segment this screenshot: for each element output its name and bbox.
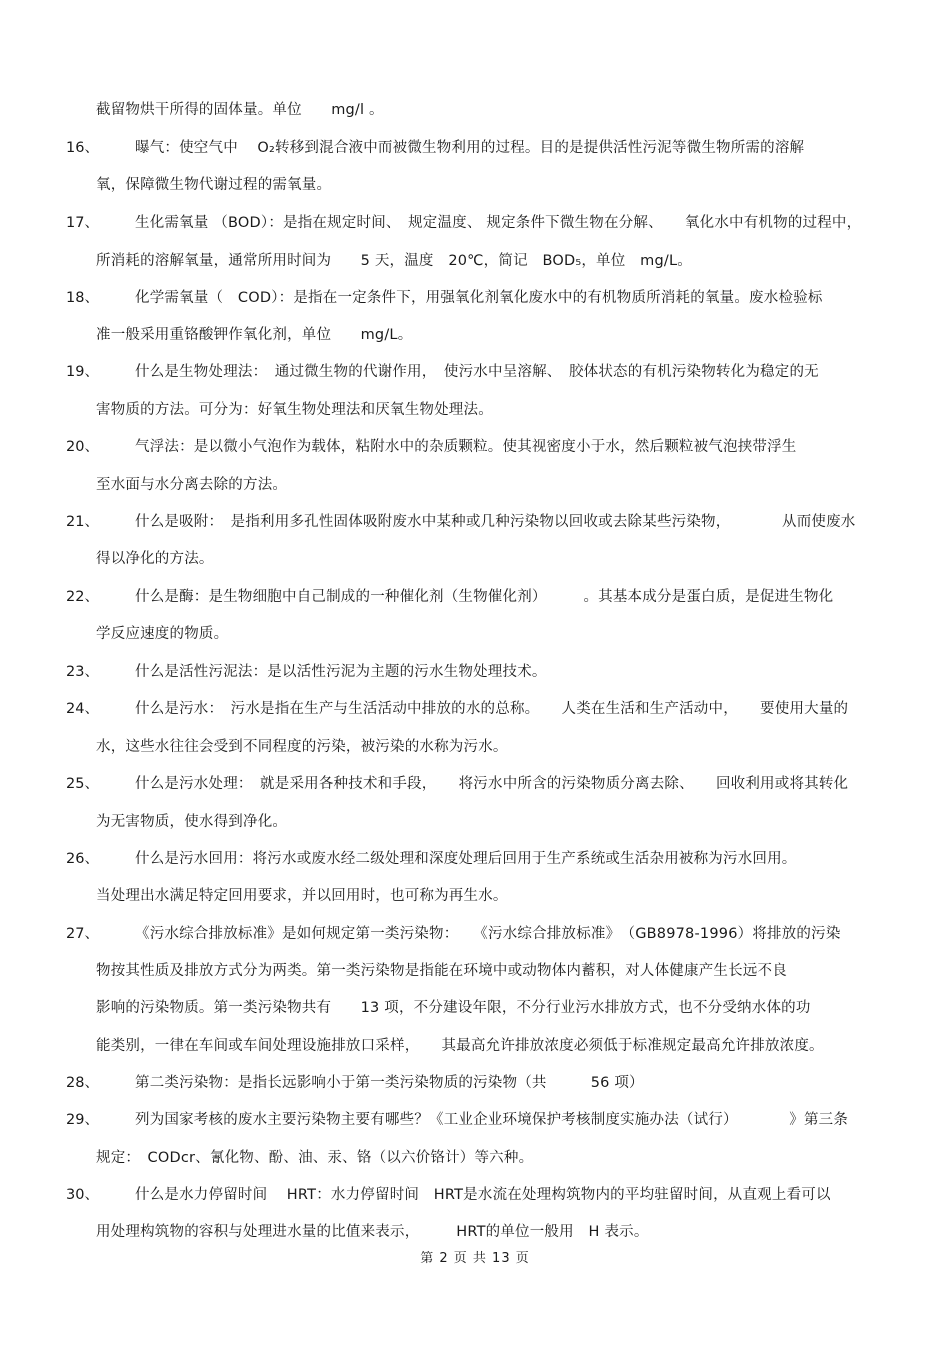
item-26-line2: 当处理出水满足特定回用要求，并以回用时，也可称为再生水。 [96,888,508,904]
item-24-line1: 什么是污水： 污水是指在生产与生活活动中排放的水的总称。 人类在生活和生产活动中， 要使用大量的 [135,701,849,717]
item-19-number: 19、 [66,364,99,380]
item-27-number: 27、 [66,926,99,942]
item-27-line4: 能类别，一律在车间或车间处理设施排放口采样， 其最高允许排放浓度必须低于标准规定最高允许排放浓度。 [96,1038,824,1054]
item-22-line2: 学反应速度的物质。 [96,626,229,642]
item-21-line1: 什么是吸附： 是指利用多孔性固体吸附废水中某种或几种污染物以回收或去除某些污染物， 从而使废水 [135,514,856,530]
item-27-line2: 物按其性质及排放方式分为两类。第一类污染物是指能在环境中或动物体内蓄积，对人体健康产生长远不良 [96,963,787,979]
item-27-line3: 影响的污染物质。第一类污染物共有 13 项，不分建设年限，不分行业污水排放方式，也不分受纳水体的功 [96,1000,811,1016]
item-29-number: 29、 [66,1112,99,1128]
item-17-line2: 所消耗的溶解氧量，通常所用时间为 5 天，温度 20℃，简记 BOD₅，单位 mg/L。 [96,253,692,269]
item-19-line2: 害物质的方法。可分为：好氧生物处理法和厌氧生物处理法。 [96,402,493,418]
item-22-line1: 什么是酶：是生物细胞中自己制成的一种催化剂（生物催化剂） 。其基本成分是蛋白质，是促进生物化 [135,589,834,605]
item-25-line2: 为无害物质，使水得到净化。 [96,814,288,830]
item-25-line1: 什么是污水处理： 就是采用各种技术和手段， 将污水中所含的污染物质分离去除、 回收利用或将其转化 [135,776,849,792]
item-16-line1: 曝气：使空气中 O₂转移到混合液中而被微生物利用的过程。目的是提供活性污泥等微生物所需的溶解 [135,140,805,156]
item-30-line1: 什么是水力停留时间 HRT：水力停留时间 HRT是水流在处理构筑物内的平均驻留时间，从直观上看可以 [135,1187,831,1203]
item-16-number: 16、 [66,140,99,156]
item-21-number: 21、 [66,514,99,530]
item-20-line2: 至水面与水分离去除的方法。 [96,477,288,493]
item-27-line1: 《污水综合排放标准》是如何规定第一类污染物： 《污水综合排放标准》 （GB8978-1996）将排放的污染 [135,926,841,942]
item-24-number: 24、 [66,701,99,717]
item-20-line1: 气浮法：是以微小气泡作为载体，粘附水中的杂质颗粒。使其视密度小于水，然后颗粒被气泡挟带浮生 [135,439,797,455]
item-28-number: 28、 [66,1075,99,1091]
item-22-number: 22、 [66,589,99,605]
item-26-line1: 什么是污水回用：将污水或废水经二级处理和深度处理后回用于生产系统或生活杂用被称为污水回用。 [135,851,797,867]
item-19-line1: 什么是生物处理法： 通过微生物的代谢作用， 使污水中呈溶解、 胶体状态的有机污染物转化为稳定的无 [135,364,819,380]
item-20-number: 20、 [66,439,99,455]
intro-line: 截留物烘干所得的固体量。单位 mg/l 。 [96,102,384,118]
item-17-number: 17、 [66,215,99,231]
item-23-line1: 什么是活性污泥法：是以活性污泥为主题的污水生物处理技术。 [135,664,547,680]
item-25-number: 25、 [66,776,99,792]
item-18-line1: 化学需氧量（ COD）：是指在一定条件下，用强氧化剂氧化废水中的有机物质所消耗的氧量。废水检验标 [135,290,823,306]
item-29-line2: 规定： CODcr、氰化物、酚、油、汞、铬（以六价铬计）等六种。 [96,1150,534,1166]
item-16-line2: 氧，保障微生物代谢过程的需氧量。 [96,177,332,193]
item-30-number: 30、 [66,1187,99,1203]
item-28-line1: 第二类污染物：是指长远影响小于第一类污染物质的污染物（共 56 项） [135,1075,644,1091]
item-18-number: 18、 [66,290,99,306]
item-24-line2: 水，这些水往往会受到不同程度的污染，被污染的水称为污水。 [96,739,508,755]
item-18-line2: 准一般采用重铬酸钾作氧化剂，单位 mg/L。 [96,327,413,343]
item-26-number: 26、 [66,851,99,867]
page-footer: 第 2 页 共 13 页 [420,1251,530,1266]
item-29-line1: 列为国家考核的废水主要污染物主要有哪些？《工业企业环境保护考核制度实施办法（试行） 》第三条 [135,1112,849,1128]
item-30-line2: 用处理构筑物的容积与处理进水量的比值来表示， HRT的单位一般用 H 表示。 [96,1224,649,1240]
item-23-number: 23、 [66,664,99,680]
item-17-line1: 生化需氧量 （BOD）：是指在规定时间、 规定温度、 规定条件下微生物在分解、 氧化水中有机物的过程中， [135,215,862,231]
item-21-line2: 得以净化的方法。 [96,551,214,567]
